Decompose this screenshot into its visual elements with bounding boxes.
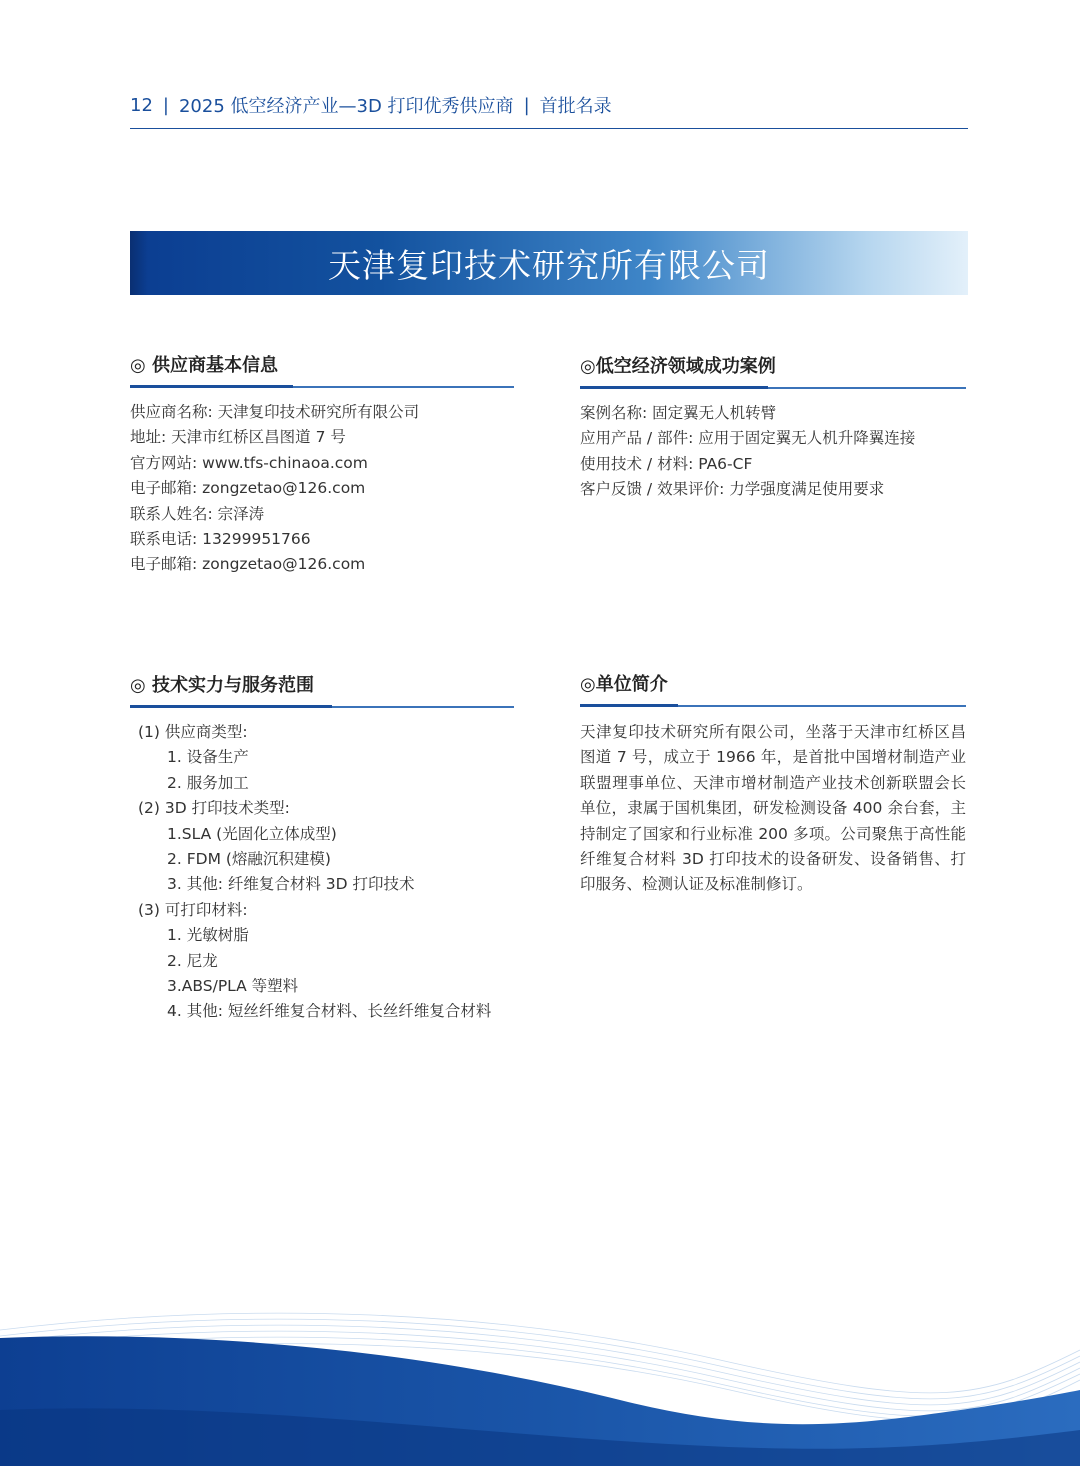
tech-lines [130,720,514,1025]
company-banner [130,231,968,295]
section-rule [130,386,514,388]
section-heading: ◎ 技术实力与服务范围 [130,675,314,696]
info-line: 电子邮箱: zongzetao@126.com [130,479,366,498]
info-line: 地址: 天津市红桥区昌图道 7 号 [130,428,346,447]
section-heading: ◎ 供应商基本信息 [130,355,278,376]
section-rule [130,706,514,708]
company-title: 天津复印技术研究所有限公司 [328,245,770,285]
case-line: 客户反馈 / 效果评价: 力学强度满足使用要求 [580,480,885,499]
tech-item: 4. 其他: 短丝纤维复合材料、长丝纤维复合材料 [167,1002,492,1021]
info-line: 电子邮箱: zongzetao@126.com [130,555,366,574]
tech-group-title: (2) 3D 打印技术类型: [138,799,290,818]
intro-section [580,671,966,898]
page-number: 12 [130,94,153,116]
header-separator: | [162,94,169,116]
tech-item: 2. FDM (熔融沉积建模) [167,850,331,869]
info-line: 官方网站: www.tfs-chinaoa.com [130,453,368,472]
tech-group-title: (1) 供应商类型: [138,723,248,741]
page-header [130,92,968,118]
section-rule [580,387,966,389]
intro-paragraph: 天津复印技术研究所有限公司，坐落于天津市红桥区昌图道 7 号，成立于 1966 年，是首批中国增材制造产业联盟理事单位、天津市增材制造产业技术创新联盟会长单位，隶属于国机集团，研发检测设备 400 余台套，主持制定了国家和行业标准 200 多项。公司聚焦于高性能纤维复合材料 3D 打印技术的设备研发、设备销售、打印服务、检测认证及标准制修订。 [580,723,966,894]
header-separator: | [523,94,530,116]
case-line: 案例名称: 固定翼无人机转臂 [580,404,777,422]
tech-item: 3.ABS/PLA 等塑料 [167,977,299,996]
tech-item: 1. 光敏树脂 [167,926,249,945]
tech-item: 2. 服务加工 [167,773,249,792]
info-line: 联系人姓名: 宗泽涛 [130,504,265,523]
tech-item: 1. 设备生产 [167,748,249,767]
section-heading: ◎低空经济领域成功案例 [580,356,776,377]
tech-section [130,672,514,1025]
tech-item: 2. 尼龙 [167,951,218,970]
cases-section [580,353,966,503]
header-rule [130,128,968,129]
case-line: 使用技术 / 材料: PA6-CF [580,454,753,473]
basic-info-section [130,352,514,578]
cases-lines [580,401,966,503]
basic-info-lines [130,400,514,578]
section-heading: ◎单位简介 [580,674,668,695]
footer-wave-decoration [0,1290,1080,1466]
info-line: 供应商名称: 天津复印技术研究所有限公司 [130,403,420,421]
case-line: 应用产品 / 部件: 应用于固定翼无人机升降翼连接 [580,429,916,448]
tech-group-title: (3) 可打印材料: [138,900,248,919]
section-rule [580,705,966,707]
header-section: 首批名录 [539,96,612,117]
header-title: 2025 低空经济产业—3D 打印优秀供应商 [178,96,514,117]
tech-item: 1.SLA (光固化立体成型) [167,824,337,843]
info-line: 联系电话: 13299951766 [130,530,311,549]
tech-item: 3. 其他: 纤维复合材料 3D 打印技术 [167,875,415,894]
